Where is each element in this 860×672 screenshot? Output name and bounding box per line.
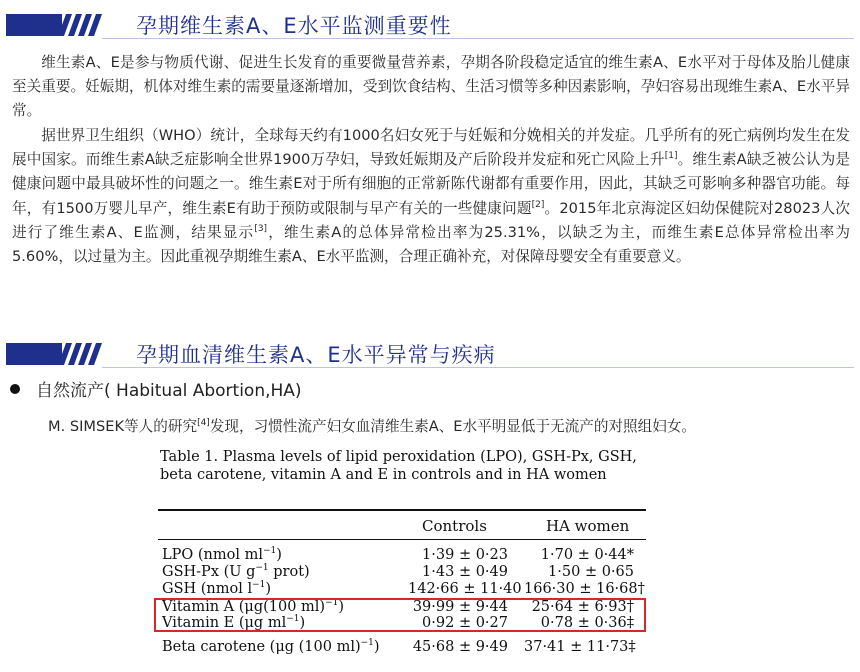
cell-controls: 142·66 ± 11·40 — [408, 581, 522, 597]
row-label: GSH-Px (U $g^{-1}$ prot) — [162, 563, 310, 580]
table-caption: Table 1. Plasma levels of lipid peroxidation (LPO), GSH-Px, GSH, beta carotene, vitamin A and E in controls and in HA women — [160, 449, 637, 483]
stripe-bar-icon — [6, 343, 102, 365]
text-segment: 。2015年北京海淀区妇幼保健院对28023人次进行了维生素A、E监测，结果显示 — [12, 199, 850, 241]
bullet-text: 自然流产( Habitual Abortion,HA) — [36, 381, 302, 401]
section-title: 孕期维生素A、E水平监测重要性 — [136, 14, 452, 38]
table-row — [162, 564, 642, 582]
cell-ha: 1·70 ± 0·44* — [540, 547, 634, 563]
table-row — [162, 547, 642, 565]
cell-ha: 166·30 ± 16·68† — [524, 581, 645, 597]
bullet-dot-icon — [10, 384, 20, 394]
text-segment: 据世界卫生组织（WHO）统计，全球每天约有1000名妇女死于与妊娠和分娩相关的并发症。几乎所有的死亡病例均发生在发展中国家。而维生素A缺乏症影响全世界1900万孕妇，导致妊娠期及产后阶段并发症和死亡风险上升 — [12, 127, 850, 169]
cell-ha: 25·64 ± 6·93† — [531, 599, 634, 615]
section-header-2 — [0, 335, 860, 375]
research-table — [154, 447, 648, 669]
text-segment: M. SIMSEK等人的研究 — [48, 418, 198, 435]
cell-controls: 39·99 ± 9·44 — [412, 599, 508, 615]
row-label: Vitamin A (μg(100 ml)$^{-1}$) — [162, 598, 345, 615]
row-label: Vitamin E (μg $ml^{-1}$) — [162, 614, 306, 631]
text-segment: 。维生素A缺乏被公认为是健康问题中最具破坏性的问题之一。维生素E对于所有细胞的正常新陈代谢都有重要作用，因此，其缺乏可影响多种器官功能。每年，有1500万婴儿早产，维生素E有助于预防或限制与早产有关的一些健康问题 — [12, 151, 850, 217]
table-row — [162, 639, 642, 657]
divider — [102, 367, 854, 368]
cell-controls: 1·43 ± 0·49 — [422, 564, 508, 580]
divider — [102, 38, 854, 39]
paragraph-who — [12, 124, 850, 269]
table-rule — [158, 509, 646, 511]
row-label: Beta carotene (μg (100 ml)$^{-1}$) — [162, 638, 380, 655]
bullet-item — [10, 376, 302, 401]
citation: [3] — [254, 223, 268, 234]
paragraph-intro: 维生素A、E是参与物质代谢、促进生长发育的重要微量营养素，孕期各阶段稳定适宜的维生素A、E水平对于母体及胎儿健康至关重要。妊娠期，机体对维生素的需要量逐渐增加，受到饮食结构、生活习惯等多种因素影响，孕妇容易出现维生素A、E水平异常。 — [12, 54, 850, 120]
cell-ha: 1·50 ± 0·65 — [548, 564, 634, 580]
cell-controls: 45·68 ± 9·49 — [412, 639, 508, 655]
section-header-1 — [0, 6, 860, 46]
text-segment: ，维生素A的总体异常检出率为25.31%，以缺乏为主，而维生素E总体异常检出率为5.60%，以过量为主。因此重视孕期维生素A、E水平监测，合理正确补充，对保障母婴安全有重要意义。 — [12, 223, 850, 266]
stripe-bar-icon — [6, 14, 102, 36]
cell-ha: 0·78 ± 0·36‡ — [540, 615, 634, 631]
table-rule — [158, 539, 646, 540]
cell-controls: 1·39 ± 0·23 — [422, 547, 508, 563]
column-header-ha: HA women — [546, 517, 630, 535]
row-label: GSH (nmol $l^{-1}$) — [162, 580, 272, 597]
text-segment: 发现，习惯性流产妇女血清维生素A、E水平明显低于无流产的对照组妇女。 — [209, 418, 697, 435]
table-row — [162, 580, 645, 599]
column-header-controls: Controls — [422, 517, 487, 535]
cell-ha: 37·41 ± 11·73‡ — [524, 639, 636, 655]
citation: [2] — [531, 199, 545, 210]
citation: [1] — [664, 151, 678, 162]
section-title: 孕期血清维生素A、E水平异常与疾病 — [136, 343, 496, 367]
study-reference — [48, 415, 696, 436]
row-label: LPO (nmol $ml^{-1}$) — [162, 546, 282, 563]
cell-controls: 0·92 ± 0·27 — [422, 615, 508, 631]
citation: [4] — [197, 418, 210, 429]
highlight-box — [154, 598, 646, 632]
